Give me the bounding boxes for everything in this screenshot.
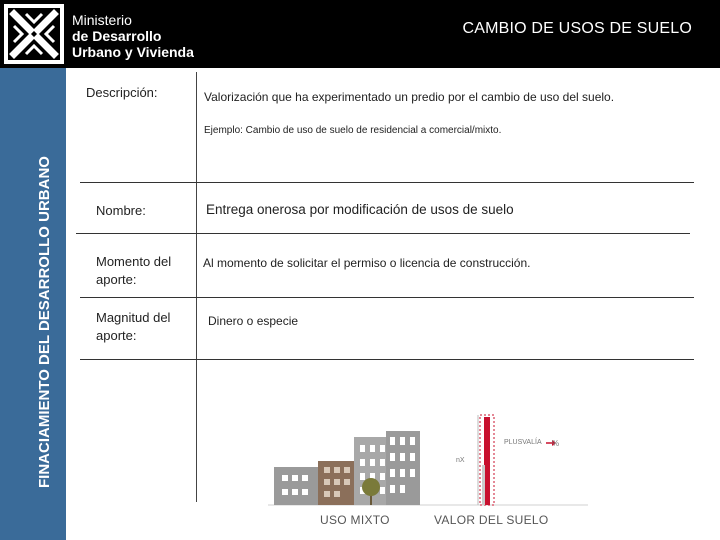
multiplier-label: nX bbox=[456, 457, 465, 464]
mixed-use-label: USO MIXTO bbox=[320, 513, 390, 527]
ministry-line-1: Ministerio bbox=[72, 12, 132, 28]
description-value: Valorización que ha experimentado un predio por el cambio de uso del suelo. bbox=[204, 90, 615, 104]
magnitude-label: Magnitud del aporte: bbox=[96, 310, 171, 343]
sidebar-vertical-title: FINACIAMIENTO DEL DESARROLLO URBANO bbox=[36, 156, 53, 488]
row-divider-3 bbox=[80, 297, 694, 298]
header-bar bbox=[0, 0, 720, 68]
row-divider-2 bbox=[76, 233, 690, 234]
plusvalia-label: PLUSVALÍA bbox=[504, 439, 542, 446]
ministry-name bbox=[72, 12, 194, 60]
sidebar bbox=[0, 68, 66, 540]
land-value-illustration bbox=[268, 395, 598, 535]
ministry-logo-icon bbox=[4, 4, 64, 64]
magnitude-value: Dinero o especie bbox=[208, 314, 299, 328]
land-value-label: VALOR DEL SUELO bbox=[434, 513, 549, 527]
name-value: Entrega onerosa por modificación de usos de suelo bbox=[206, 202, 514, 217]
description-example: Ejemplo: Cambio de uso de suelo de residencial a comercial/mixto. bbox=[204, 125, 502, 136]
description-label: Descripción: bbox=[86, 85, 158, 100]
table-column-divider bbox=[196, 72, 197, 502]
ministry-line-2: de Desarrollo bbox=[72, 28, 162, 44]
timing-value: Al momento de solicitar el permiso o licencia de construcción. bbox=[203, 256, 531, 270]
ministry-line-3: Urbano y Vivienda bbox=[72, 44, 194, 60]
row-divider-1 bbox=[80, 182, 694, 183]
slide-title: CAMBIO DE USOS DE SUELO bbox=[462, 20, 692, 37]
percent-label: % bbox=[552, 439, 560, 448]
row-divider-4 bbox=[80, 359, 694, 360]
timing-label: Momento del aporte: bbox=[96, 254, 172, 287]
name-label: Nombre: bbox=[96, 203, 146, 218]
